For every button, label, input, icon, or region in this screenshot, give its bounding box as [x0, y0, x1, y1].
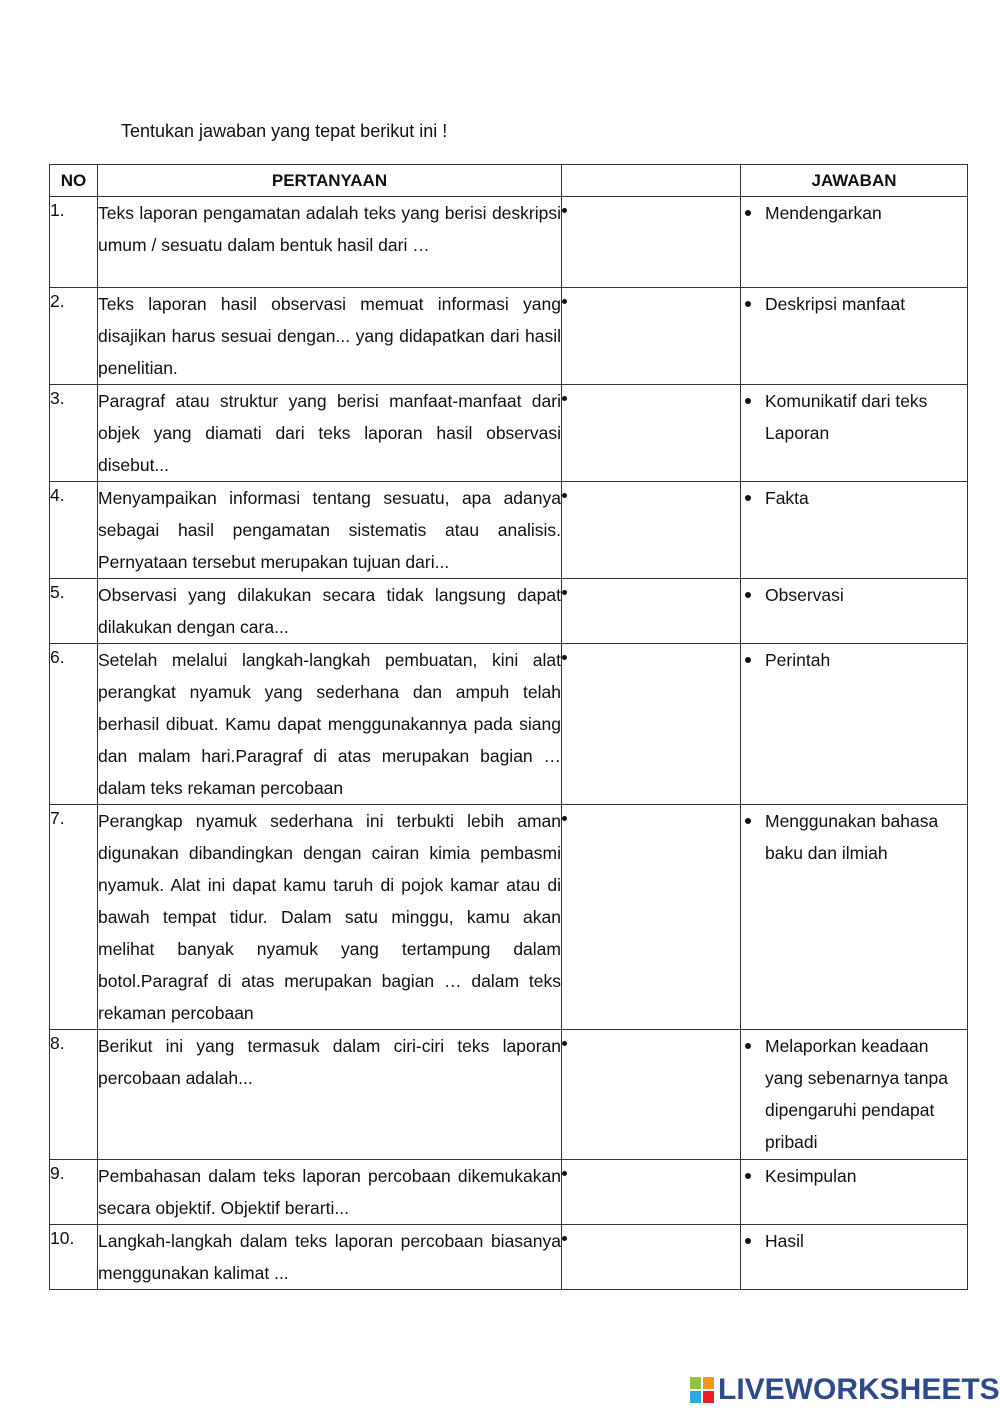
answer-text: Mendengarkan — [765, 203, 882, 223]
row-number — [50, 1225, 98, 1290]
row-number — [50, 385, 98, 482]
bullet-icon — [562, 493, 567, 498]
bullet-icon — [741, 197, 765, 229]
question-cell — [98, 644, 562, 805]
row-number-text: 1. — [50, 200, 65, 220]
bullet-icon — [562, 655, 567, 660]
answer-text: Komunikatif dari teks Laporan — [765, 391, 928, 443]
answer-text: Fakta — [765, 488, 809, 508]
question-cell — [98, 482, 562, 579]
answer-cell — [741, 1160, 968, 1225]
logo-square-orange — [703, 1377, 714, 1389]
row-number-text: 3. — [50, 388, 65, 408]
question-cell — [98, 1160, 562, 1225]
table-row — [50, 482, 968, 579]
question-text: Pembahasan dalam teks laporan percobaan dikemukakan secara objektif. Objektif berarti... — [98, 1166, 561, 1218]
question-text: Teks laporan hasil observasi memuat informasi yang disajikan harus sesuai dengan... yang didapatkan dari hasil penelitian. — [98, 294, 561, 378]
logo-square-blue — [690, 1391, 701, 1403]
row-number-text: 6. — [50, 647, 65, 667]
match-cell[interactable] — [562, 644, 741, 805]
bullet-icon — [741, 1160, 765, 1192]
question-cell — [98, 197, 562, 288]
bullet-icon — [741, 1030, 765, 1158]
question-text: Setelah melalui langkah-langkah pembuatan, kini alat perangkat nyamuk yang sederhana dan ampuh telah berhasil dibuat. Kamu dapat menggunakannya pada siang dan malam hari.Paragraf di atas merupakan bagian … dalam teks rekaman percobaan — [98, 650, 561, 798]
answer-cell — [741, 482, 968, 579]
table-row — [50, 805, 968, 1030]
header-answer: JAWABAN — [741, 165, 968, 197]
table-row — [50, 385, 968, 482]
row-number-text: 10. — [50, 1228, 75, 1248]
question-cell — [98, 1225, 562, 1290]
answer-cell — [741, 197, 968, 288]
row-number-text: 9. — [50, 1163, 65, 1183]
question-cell — [98, 1030, 562, 1160]
answer-text: Melaporkan keadaan yang sebenarnya tanpa dipengaruhi pendapat pribadi — [765, 1036, 948, 1152]
bullet-icon — [562, 396, 567, 401]
answer-cell — [741, 1030, 968, 1160]
instruction-text: Tentukan jawaban yang tepat berikut ini ! — [121, 121, 448, 141]
answer-text: Menggunakan bahasa baku dan ilmiah — [765, 811, 939, 863]
liveworksheets-logo — [690, 1374, 1000, 1406]
row-number-text: 7. — [50, 808, 65, 828]
table-row — [50, 1225, 968, 1290]
match-cell[interactable] — [562, 805, 741, 1030]
answer-text: Hasil — [765, 1231, 804, 1251]
bullet-icon — [562, 1236, 567, 1241]
table-row — [50, 288, 968, 385]
question-cell — [98, 288, 562, 385]
bullet-icon — [741, 579, 765, 611]
row-number-text: 5. — [50, 582, 65, 602]
match-cell[interactable] — [562, 197, 741, 288]
row-number-text: 4. — [50, 485, 65, 505]
match-cell[interactable] — [562, 482, 741, 579]
row-number-text: 2. — [50, 291, 65, 311]
bullet-icon — [741, 385, 765, 449]
table-row — [50, 197, 968, 288]
bullet-icon — [562, 299, 567, 304]
logo-brand-text: LIVEWORKSHEETS — [718, 1373, 1000, 1406]
match-cell[interactable] — [562, 288, 741, 385]
bullet-icon — [741, 482, 765, 514]
row-number — [50, 805, 98, 1030]
row-number — [50, 288, 98, 385]
question-cell — [98, 579, 562, 644]
answer-cell — [741, 805, 968, 1030]
logo-square-red — [703, 1391, 714, 1403]
question-answer-table — [49, 164, 968, 1290]
question-text: Menyampaikan informasi tentang sesuatu, apa adanya sebagai hasil pengamatan sistematis atau analisis. Pernyataan tersebut merupakan tujuan dari... — [98, 488, 561, 572]
header-no: NO — [50, 165, 98, 197]
answer-text: Observasi — [765, 585, 844, 605]
row-number — [50, 644, 98, 805]
liveworksheets-logo-icon — [690, 1377, 714, 1403]
row-number — [50, 579, 98, 644]
bullet-icon — [562, 816, 567, 821]
bullet-icon — [562, 208, 567, 213]
table-row — [50, 1160, 968, 1225]
question-text: Berikut ini yang termasuk dalam ciri-ciri teks laporan percobaan adalah... — [98, 1036, 561, 1088]
row-number — [50, 1160, 98, 1225]
answer-cell — [741, 385, 968, 482]
table-row — [50, 1030, 968, 1160]
bullet-icon — [562, 590, 567, 595]
question-text: Perangkap nyamuk sederhana ini terbukti lebih aman digunakan dibandingkan dengan cairan kimia pembasmi nyamuk. Alat ini dapat kamu taruh di pojok kamar atau di bawah tempat tidur. Dalam satu minggu, kamu akan melihat banyak nyamuk yang tertampung dalam botol.Paragraf di atas merupakan bagian … dalam teks rekaman percobaan — [98, 811, 561, 1023]
match-cell[interactable] — [562, 579, 741, 644]
match-cell[interactable] — [562, 1225, 741, 1290]
table-header-row — [50, 165, 968, 197]
row-number — [50, 1030, 98, 1160]
answer-cell — [741, 1225, 968, 1290]
header-blank — [562, 165, 741, 197]
table-row — [50, 579, 968, 644]
question-text: Observasi yang dilakukan secara tidak langsung dapat dilakukan dengan cara... — [98, 585, 561, 637]
bullet-icon — [741, 644, 765, 676]
answer-cell — [741, 288, 968, 385]
row-number-text: 8. — [50, 1033, 65, 1053]
answer-text: Kesimpulan — [765, 1166, 857, 1186]
question-text: Teks laporan pengamatan adalah teks yang berisi deskripsi umum / sesuatu dalam bentuk hasil dari … — [98, 203, 561, 255]
row-number — [50, 197, 98, 288]
bullet-icon — [562, 1171, 567, 1176]
logo-square-green — [690, 1377, 701, 1389]
bullet-icon — [741, 805, 765, 869]
question-text: Paragraf atau struktur yang berisi manfaat-manfaat dari objek yang diamati dari teks laporan hasil observasi disebut... — [98, 391, 561, 475]
question-cell — [98, 805, 562, 1030]
answer-text: Deskripsi manfaat — [765, 294, 906, 314]
row-number — [50, 482, 98, 579]
bullet-icon — [741, 288, 765, 320]
match-cell[interactable] — [562, 1160, 741, 1225]
bullet-icon — [562, 1041, 567, 1046]
bullet-icon — [741, 1225, 765, 1257]
question-text: Langkah-langkah dalam teks laporan percobaan biasanya menggunakan kalimat ... — [98, 1231, 561, 1283]
match-cell[interactable] — [562, 385, 741, 482]
answer-cell — [741, 644, 968, 805]
question-cell — [98, 385, 562, 482]
table-row — [50, 644, 968, 805]
answer-text: Perintah — [765, 650, 831, 670]
match-cell[interactable] — [562, 1030, 741, 1160]
answer-cell — [741, 579, 968, 644]
header-question: PERTANYAAN — [98, 165, 562, 197]
